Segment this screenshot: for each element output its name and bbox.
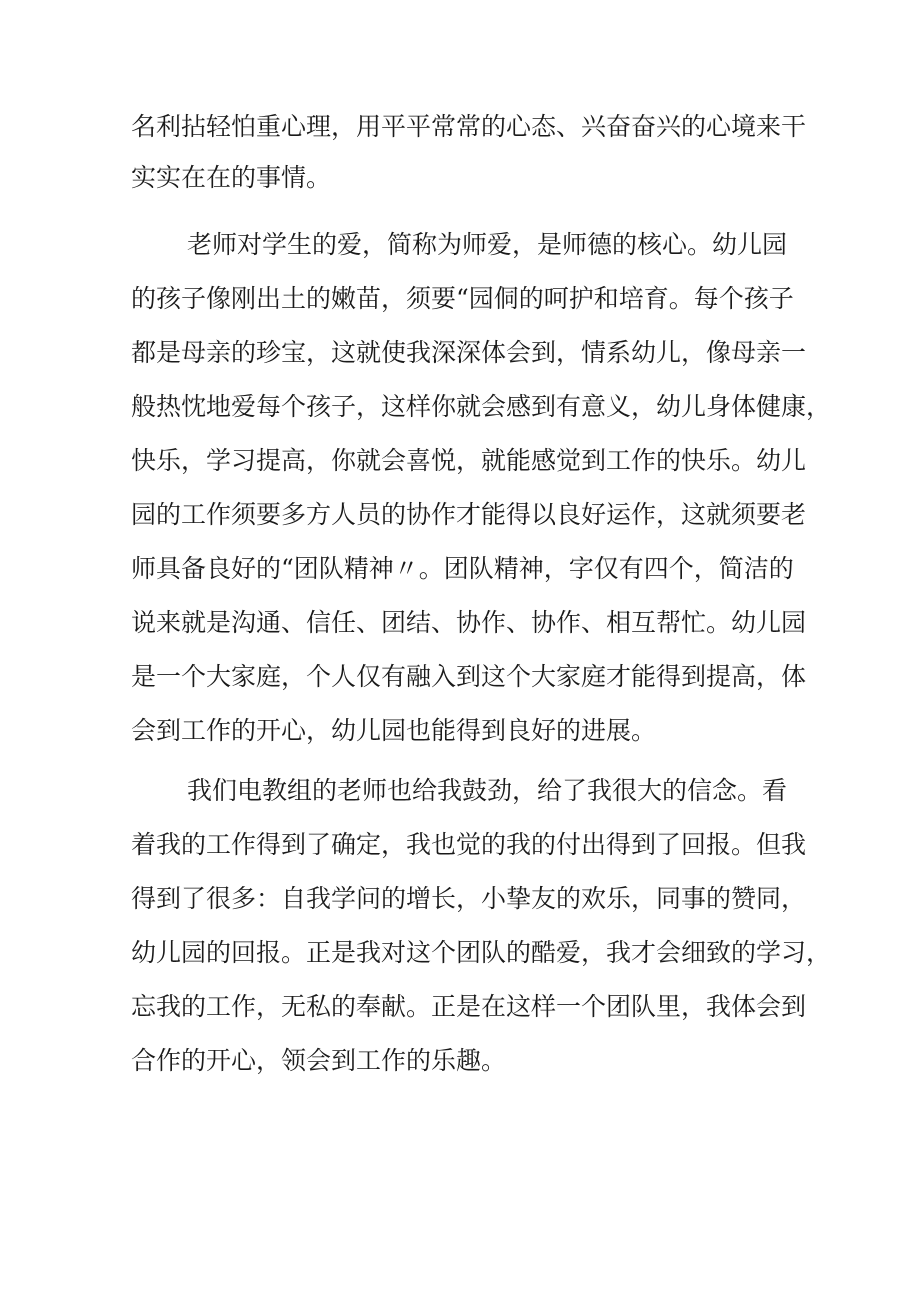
paragraph-first-line: 我们电教组的老师也给我鼓劲，给了我很大的信念。看 [187,776,788,805]
text-line: 名利拈轻怕重心理，用平平常常的心态、兴奋奋兴的心境来干 [131,112,807,141]
paragraph-first-line: 老师对学生的爱，简称为师爱，是师德的核心。幼儿园 [187,230,788,259]
text-line: 合作的开心，领会到工作的乐趣。 [131,1046,507,1075]
text-line: 都是母亲的珍宝，这就使我深深体会到，情系幼儿，像母亲一 [131,338,807,367]
text-line: 的孩子像刚出土的嫩苗，须要“园侗的呵护和培育。每个孩子 [131,284,794,313]
text-line: 说来就是沟通、信任、团结、协作、协作、相互帮忙。幼儿园 [131,608,807,637]
text-line: 幼儿园的回报。正是我对这个团队的酷爱，我才会细致的学习， [131,938,832,967]
text-line: 着我的工作得到了确定，我也觉的我的付出得到了回报。但我 [131,830,807,859]
text-line: 师具备良好的“团队精神〃。团队精神，字仅有四个，简洁的 [131,554,794,583]
text-line: 实实在在的事情。 [131,163,332,192]
text-line: 般热忱地爱每个孩子，这样你就会感到有意义，幼儿身体健康， [131,392,832,421]
text-line: 园的工作须要多方人员的协作才能得以良好运作，这就须要老 [131,500,807,529]
text-line: 是一个大家庭，个人仅有融入到这个大家庭才能得到提高，体 [131,662,807,691]
text-line: 得到了很多：自我学问的增长，小挚友的欢乐，同事的赞同， [131,884,807,913]
text-line: 会到工作的开心，幼儿园也能得到良好的进展。 [131,716,657,745]
text-line: 快乐，学习提高，你就会喜悦，就能感觉到工作的快乐。幼儿 [131,446,807,475]
text-line: 忘我的工作，无私的奉献。正是在这样一个团队里，我体会到 [131,992,807,1021]
